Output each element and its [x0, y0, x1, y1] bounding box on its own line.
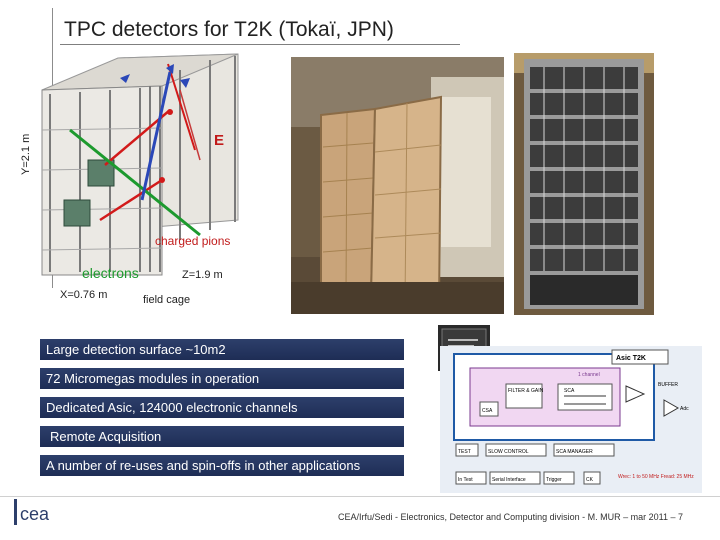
bullet-remote-acquisition: Remote Acquisition: [40, 426, 404, 447]
csa-text: CSA: [482, 408, 493, 414]
z-dimension-label: Z=1.9 m: [182, 269, 223, 281]
timing-note-text: Wrec: 1 to 50 MHz Fread: 25 MHz: [618, 474, 694, 480]
buffer-text: BUFFER: [658, 382, 678, 388]
cea-logo: [14, 498, 62, 528]
charged-pions-label: charged pions: [155, 234, 231, 248]
cea-logo-text: cea: [20, 504, 50, 524]
ck-text: CK: [586, 477, 593, 483]
title-underline: [60, 44, 460, 45]
tpc-diagram-svg: [30, 50, 300, 315]
field-cage-photo: [291, 57, 504, 314]
footer-divider: [0, 496, 720, 497]
tpc-diagram: [20, 50, 300, 315]
bullet-micromegas-modules: 72 Micromegas modules in operation: [40, 368, 404, 389]
electronics-rack-photo: [514, 53, 654, 315]
sca-text: SCA: [564, 388, 575, 394]
asic-block-diagram: [440, 346, 702, 493]
channel-text: 1 channel: [578, 372, 600, 378]
bullet-reuses: A number of re-uses and spin-offs in other applications: [40, 455, 404, 476]
field-symbol-label: E: [214, 132, 225, 149]
trigger-text: Trigger: [546, 477, 562, 483]
bullet-detection-surface: Large detection surface ~10m2: [40, 339, 404, 360]
filter-text: FILTER & GAIN: [508, 388, 544, 394]
field-cage-label: field cage: [143, 294, 191, 306]
test-text: TEST: [458, 449, 471, 455]
x-dimension-label: X=0.76 m: [60, 289, 108, 301]
bullet-dedicated-asic: Dedicated Asic, 124000 electronic channels: [40, 397, 404, 418]
asic-title-text: Asic T2K: [616, 355, 646, 362]
serial-interface-text: Serial Interface: [492, 477, 526, 483]
slow-control-text: SLOW CONTROL: [488, 449, 529, 455]
slide-title: TPC detectors for T2K (Tokaï, JPN): [64, 18, 394, 41]
y-dimension-label: Y=2.1 m: [20, 133, 32, 175]
electrons-label: electrons: [82, 265, 139, 281]
footer-credits: CEA/Irfu/Sedi - Electronics, Detector and Computing division - M. MUR – mar 2011 – 7: [338, 512, 683, 522]
in-test-text: In Test: [458, 477, 473, 483]
sca-manager-text: SCA MANAGER: [556, 449, 593, 455]
adc-text: Adc: [680, 406, 689, 412]
